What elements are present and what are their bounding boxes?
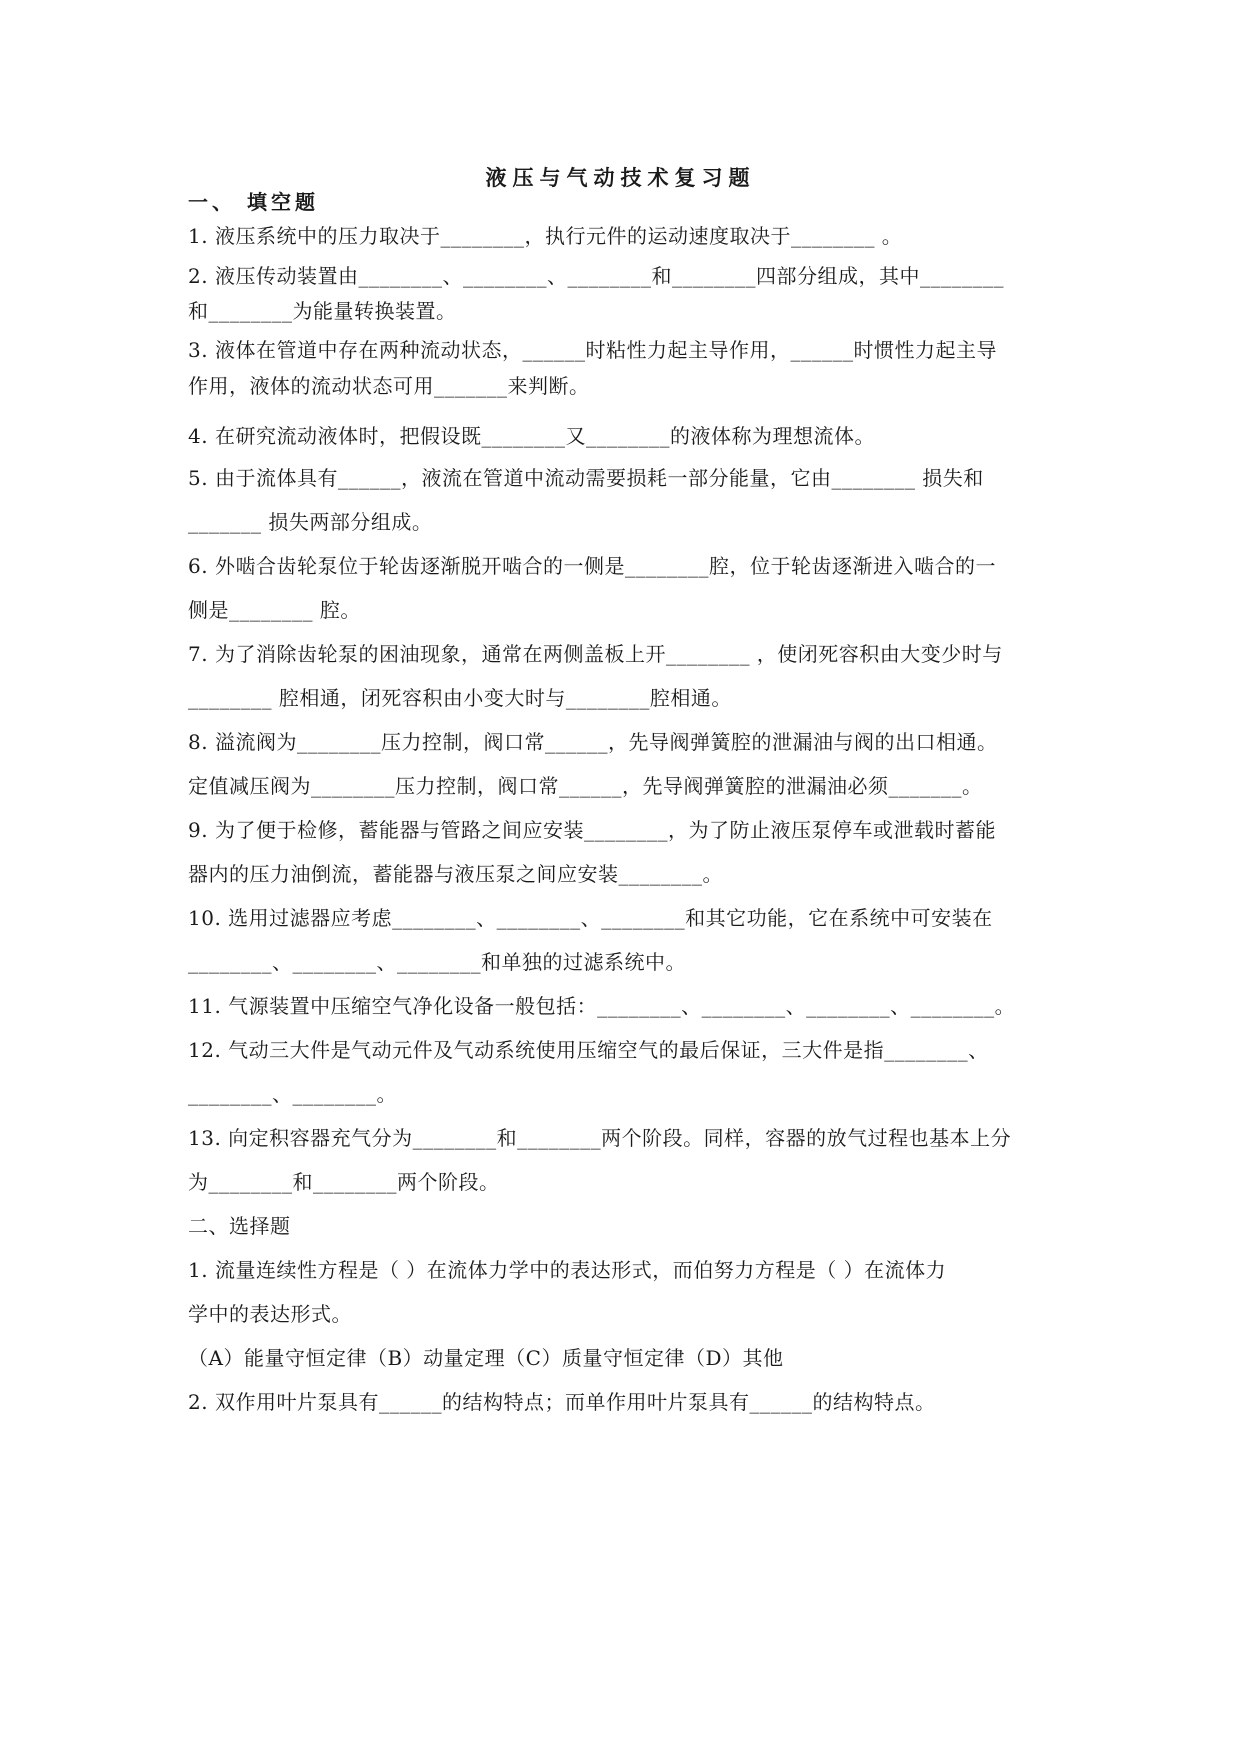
question-line: 6. 外啮合齿轮泵位于轮齿逐渐脱开啮合的一侧是________腔，位于轮齿逐渐进入啮合的一 [188,554,996,578]
question-line: ________ 腔相通，闭死容积由小变大时与________腔相通。 [188,686,732,710]
question-line: 为________和________两个阶段。 [188,1170,500,1194]
section-heading-fill-blank: 一、 填空题 [188,190,319,214]
question-line: 2. 液压传动装置由________、________、________和________四部分组成，其中________ [188,264,1004,288]
question-line: _______ 损失两部分组成。 [188,510,433,534]
question-line: 和________为能量转换装置。 [188,299,457,323]
question-line: 1. 流量连续性方程是（ ）在流体力学中的表达形式，而伯努力方程是（ ）在流体力 [188,1258,947,1282]
question-line: 定值减压阀为________压力控制，阀口常______，先导阀弹簧腔的泄漏油必须_______。 [188,774,983,798]
question-line: 12. 气动三大件是气动元件及气动系统使用压缩空气的最后保证，三大件是指________、 [188,1038,989,1062]
question-line: ________、________、________和单独的过滤系统中。 [188,950,686,974]
question-line: 作用，液体的流动状态可用_______来判断。 [188,374,590,398]
options-line: （A）能量守恒定律（B）动量定理（C）质量守恒定律（D）其他 [188,1346,784,1370]
question-line: 4. 在研究流动液体时，把假设既________又________的液体称为理想流体。 [188,424,875,448]
question-line: 13. 向定积容器充气分为________和________两个阶段。同样，容器的放气过程也基本上分 [188,1126,1012,1150]
question-line: 7. 为了消除齿轮泵的困油现象，通常在两侧盖板上开________ ，使闭死容积由大变少时与 [188,642,1003,666]
question-line: 2. 双作用叶片泵具有______的结构特点；而单作用叶片泵具有______的结构特点。 [188,1390,936,1414]
question-line: 9. 为了便于检修，蓄能器与管路之间应安装________，为了防止液压泵停车或泄载时蓄能 [188,818,996,842]
question-line: ________、________。 [188,1082,397,1106]
question-line: 学中的表达形式。 [188,1302,352,1326]
question-line: 1. 液压系统中的压力取决于________，执行元件的运动速度取决于________ 。 [188,224,903,248]
question-line: 侧是________ 腔。 [188,598,361,622]
question-line: 5. 由于流体具有______，液流在管道中流动需要损耗一部分能量，它由________ 损失和 [188,466,984,490]
document-title: 液压与气动技术复习题 [485,165,756,190]
question-line: 11. 气源装置中压缩空气净化设备一般包括：________、________、________、________。 [188,994,1016,1018]
question-line: 器内的压力油倒流，蓄能器与液压泵之间应安装________。 [188,862,723,886]
question-line: 8. 溢流阀为________压力控制，阀口常______，先导阀弹簧腔的泄漏油与阀的出口相通。 [188,730,998,754]
question-line: 3. 液体在管道中存在两种流动状态，______时粘性力起主导作用，______时惯性力起主导 [188,338,997,362]
section-heading-choice: 二、选择题 [188,1214,291,1238]
question-line: 10. 选用过滤器应考虑________、________、________和其它功能，它在系统中可安装在 [188,906,993,930]
